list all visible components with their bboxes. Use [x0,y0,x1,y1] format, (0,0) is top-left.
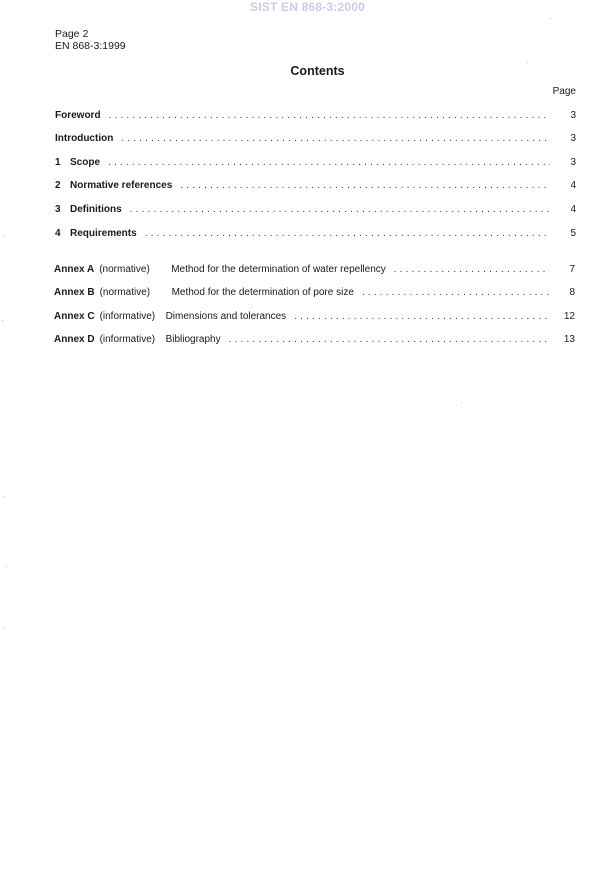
annex-id: Annex A [54,264,95,275]
toc-entry-annex-b[interactable] [54,287,575,301]
toc-entry-page: 3 [570,110,576,121]
toc-entry-page: 7 [569,264,575,275]
contents-title: Contents [290,64,345,78]
toc-entry-introduction[interactable] [55,133,576,147]
dot-leader [109,110,550,121]
toc-entry-number: 4 [55,228,61,239]
scan-speck [6,566,7,567]
toc-entry-text [55,110,556,121]
dot-leader [362,287,549,298]
toc-entry-requirements[interactable] [55,228,576,242]
annex-id: Annex B [54,287,95,298]
standard-reference: EN 868-3:1999 [55,40,126,52]
dot-leader [394,264,549,275]
toc-entry-page: 3 [570,133,576,144]
toc-entry-page: 12 [563,311,575,322]
toc-entry-text [54,311,555,322]
toc-entry-text [55,204,556,215]
toc-entry-page: 3 [570,157,576,168]
annex-id: Annex D [54,334,95,345]
page-number: Page 2 [55,28,89,40]
page-header [55,28,126,52]
toc-entry-page: 13 [563,334,575,345]
toc-entry-number: 1 [55,157,61,168]
toc-entry-label: Normative references [70,180,173,191]
annex-title: Dimensions and tolerances [165,311,287,322]
toc-entry-text [55,133,556,144]
toc-entry-page: 4 [570,204,576,215]
scan-speck [527,62,528,63]
toc-entry-page: 4 [570,180,576,191]
scan-speck [3,496,4,497]
dot-leader [294,311,549,322]
toc-entry-label: Requirements [70,228,137,239]
toc-entry-text [55,180,556,191]
toc-entry-annex-a[interactable] [54,264,575,278]
toc-entry-text [54,264,555,275]
toc-entry-annex-d[interactable] [54,334,575,348]
toc-entry-label: Foreword [55,110,101,121]
annex-title: Method for the determination of water repellency [171,264,386,275]
scan-speck [3,628,4,629]
toc-entry-label: Introduction [55,133,114,144]
scan-speck [2,320,3,321]
toc-entry-annex-c[interactable] [54,311,575,325]
toc-entry-normative-references[interactable] [55,180,576,194]
watermark: SIST EN 868-3:2000 [250,0,365,14]
toc-entry-number: 2 [55,180,61,191]
toc-entry-number: 3 [55,204,61,215]
page-column-label: Page [552,86,576,97]
annex-type: (normative) [99,287,151,298]
annex-title: Bibliography [165,334,221,345]
annex-type: (informative) [99,334,156,345]
toc-entry-scope[interactable] [55,157,576,171]
annex-id: Annex C [54,311,95,322]
dot-leader [145,228,550,239]
toc-entry-label: Definitions [70,204,122,215]
toc-entry-text [54,287,555,298]
toc-entry-page: 8 [569,287,575,298]
toc-entry-page: 5 [570,228,576,239]
annex-title: Method for the determination of pore size [171,287,354,298]
toc-entry-definitions[interactable] [55,204,576,218]
dot-leader [229,334,549,345]
toc-entry-text [55,157,556,168]
dot-leader [108,157,550,168]
toc-entry-text [55,228,556,239]
dot-leader [180,180,550,191]
annex-type: (normative) [99,264,150,275]
toc-entry-text [54,334,555,345]
scan-speck [550,18,551,19]
toc-entry-foreword[interactable] [55,110,576,124]
toc-entry-label: Scope [70,157,101,168]
scan-speck [461,402,462,403]
scan-speck [4,236,5,237]
dot-leader [130,204,550,215]
dot-leader [121,133,550,144]
annex-type: (informative) [99,311,156,322]
